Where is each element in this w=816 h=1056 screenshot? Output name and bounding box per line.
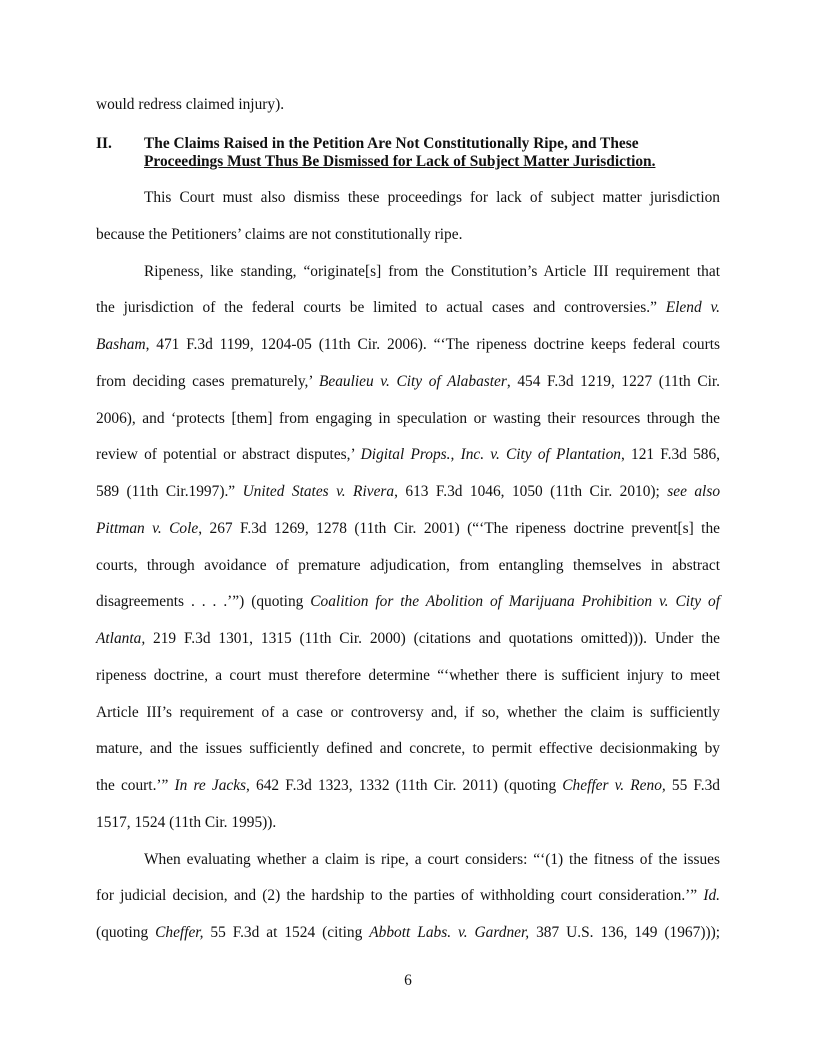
text-run: , 121 F.3d 586, [620,446,720,463]
citation: Atlanta, [96,630,146,647]
text-run: 387 U.S. 136, 149 (1967))); [529,924,720,941]
body-line [96,557,720,575]
citation: Digital Props., Inc. v. City of Plantation [360,446,621,463]
text-run: the jurisdiction of the federal courts be limited to actual cases and controversies.” [96,299,666,316]
text-run: , 642 F.3d 1323, 1332 (11th Cir. 2011) (quoting [246,777,563,794]
body-line [96,299,720,317]
text-run: (quoting [96,924,156,941]
body-line [96,373,720,391]
text-run: 589 (11th Cir.1997).” [96,483,243,500]
body-line [96,887,720,905]
citation: In re Jacks [174,777,247,794]
text-run: , 471 F.3d 1199, 1204-05 (11th Cir. 2006). “‘The ripeness doctrine keeps federal courts [145,336,720,353]
body-line [144,189,720,207]
citation: Id. [703,887,720,904]
text-run: , 613 F.3d 1046, 1050 (11th Cir. 2010); [394,483,668,500]
text-run: the court.’” [96,777,175,794]
citation: Cheffer, [155,924,204,941]
body-line [96,483,720,501]
signal: see also [667,483,721,500]
body-line [96,704,720,722]
body-line [96,410,720,428]
text-run: When evaluating whether a claim is ripe, a court considers: “‘(1) the fitness of the issues [144,851,720,868]
citation: Abbott Labs. v. Gardner, [369,924,530,941]
text-run: because the Petitioners’ claims are not constitutionally ripe. [96,226,463,243]
body-line [144,851,720,869]
body-line [96,740,720,758]
text-run: ripeness doctrine, a court must therefore determine “‘whether there is sufficient injury to meet [96,667,720,684]
body-line [96,924,720,942]
page-number: 6 [404,972,412,989]
text-run: , 267 F.3d 1269, 1278 (11th Cir. 2001) (“‘The ripeness doctrine prevent[s] the [198,520,720,537]
body-line [96,777,720,795]
citation: Cheffer v. Reno, [562,777,666,794]
citation: Pittman v. Cole [96,520,199,537]
text-run: Article III’s requirement of a case or controversy and, if so, whether the claim is sufficiently [96,704,720,721]
citation: Basham [96,336,146,353]
text-run: mature, and the issues sufficiently defined and concrete, to permit effective decisionmaking by [96,740,720,757]
text-run: disagreements . . . .’”) (quoting [96,593,311,610]
section-number: II. [96,135,112,152]
text-run: Ripeness, like standing, “originate[s] from the Constitution’s Article III requirement that [144,263,720,280]
citation: Beaulieu v. City of Alabaster [319,373,507,390]
text-run: 55 F.3d [665,777,720,794]
text-run: 219 F.3d 1301, 1315 (11th Cir. 2000) (citations and quotations omitted))). Under the [145,630,720,647]
text-run: , 454 F.3d 1219, 1227 (11th Cir. [506,373,720,390]
body-line [96,336,720,354]
body-line [96,630,720,648]
body-line [96,520,720,538]
text-run: 1517, 1524 (11th Cir. 1995)). [96,814,277,831]
section-heading-line-1: The Claims Raised in the Petition Are Not Constitutionally Ripe, and These [144,135,639,152]
body-line [96,814,720,832]
text-run: review of potential or abstract disputes,’ [96,446,361,463]
text-run: 2006), and ‘protects [them] from engaging in speculation or wasting their resources through the [96,410,720,427]
body-line [96,667,720,685]
body-line [96,446,720,464]
body-line [144,263,720,281]
text-run: 55 F.3d at 1524 (citing [203,924,370,941]
text-run: for judicial decision, and (2) the hardship to the parties of withholding court consideration.’” [96,887,704,904]
text-run: This Court must also dismiss these proceedings for lack of subject matter jurisdiction [144,189,720,206]
text-run: from deciding cases prematurely,’ [96,373,319,390]
citation: Coalition for the Abolition of Marijuana Prohibition v. City of [310,593,720,610]
body-line [96,226,720,244]
text-run: courts, through avoidance of premature adjudication, from entangling themselves in abstract [96,557,720,574]
body-line [96,593,720,611]
citation: Elend v. [665,299,720,316]
citation: United States v. Rivera [242,483,395,500]
section-heading-line-2: Proceedings Must Thus Be Dismissed for Lack of Subject Matter Jurisdiction. [144,153,656,170]
carryover-line: would redress claimed injury). [96,96,285,113]
